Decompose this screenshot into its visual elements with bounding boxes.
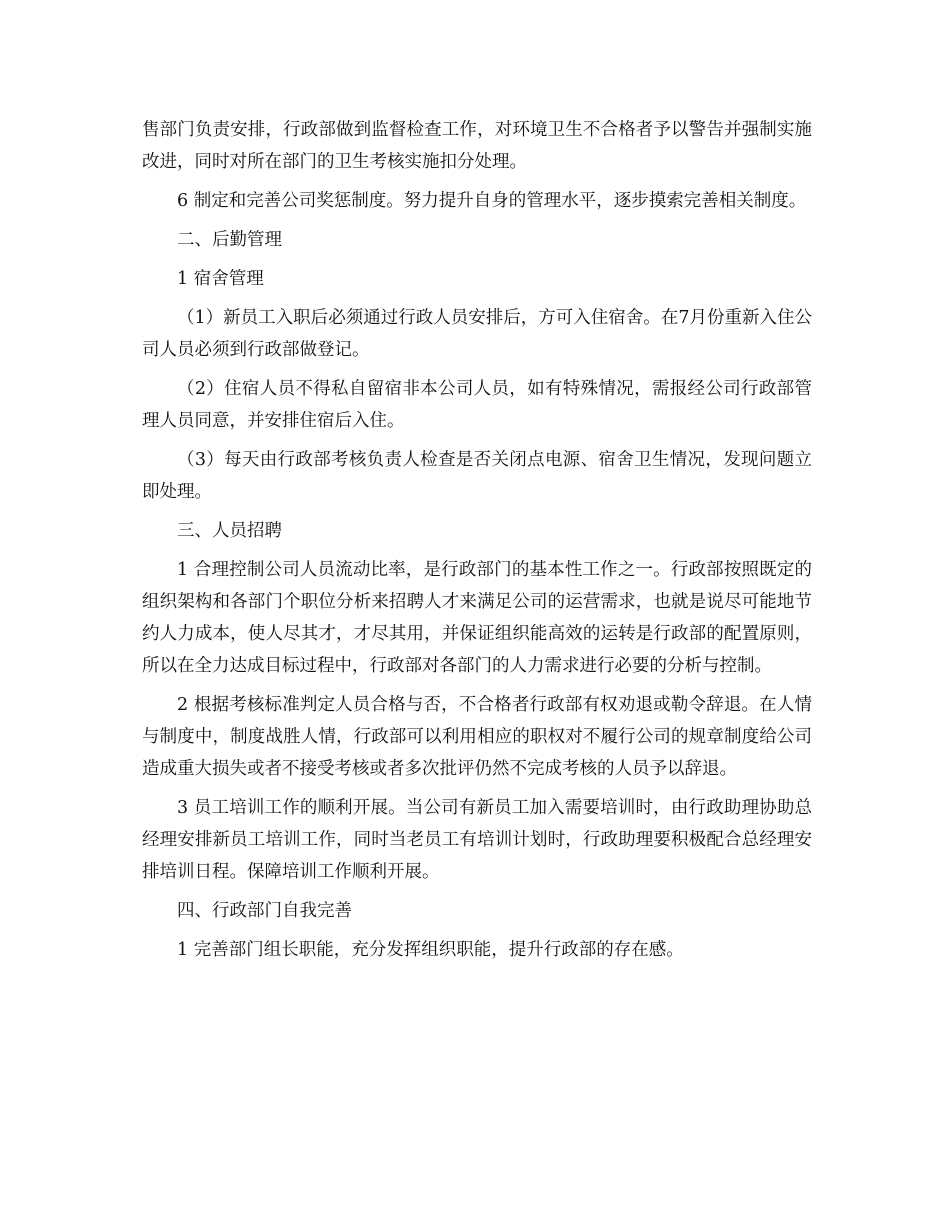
paragraph-recruitment-3: 3 员工培训工作的顺利开展。当公司有新员工加入需要培训时，由行政助理协助总经理安排新员工培训工作，同时当老员工有培训计划时，行政助理要积极配合总经理安排培训日程。保障培训工作顺利开展。 bbox=[142, 798, 812, 882]
paragraph-dormitory-2: （2）住宿人员不得私自留宿非本公司人员，如有特殊情况，需报经公司行政部管理人员同意，并安排住宿后入住。 bbox=[142, 379, 812, 431]
paragraph-recruitment-1: 1 合理控制公司人员流动比率，是行政部门的基本性工作之一。行政部按照既定的组织架构和各部门个职位分析来招聘人才来满足公司的运营需求，也就是说尽可能地节约人力成本，使人尽其才，才尽其用，并保证组织能高效的运转是行政部的配置原则，所以在全力达成目标过程中，行政部对各部门的人力需求进行必要的分析与控制。 bbox=[142, 560, 812, 676]
paragraph-self-improvement-1: 1 完善部门组长职能，充分发挥组织职能，提升行政部的存在感。 bbox=[177, 940, 684, 960]
section-heading-logistics: 二、后勤管理 bbox=[177, 230, 282, 250]
subsection-heading-dormitory: 1 宿舍管理 bbox=[177, 269, 264, 289]
paragraph-continuation: 售部门负责安排，行政部做到监督检查工作，对环境卫生不合格者予以警告并强制实施改进，同时对所在部门的卫生考核实施扣分处理。 bbox=[142, 120, 812, 172]
paragraph-dormitory-3: （3）每天由行政部考核负责人检查是否关闭点电源、宿舍卫生情况，发现问题立即处理。 bbox=[142, 450, 812, 502]
section-heading-recruitment: 三、人员招聘 bbox=[177, 521, 282, 541]
paragraph-recruitment-2: 2 根据考核标准判定人员合格与否，不合格者行政部有权劝退或勒令辞退。在人情与制度中，制度战胜人情，行政部可以利用相应的职权对不履行公司的规章制度给公司造成重大损失或者不接受考核或者多次批评仍然不完成考核的人员予以辞退。 bbox=[142, 695, 812, 779]
section-heading-self-improvement: 四、行政部门自我完善 bbox=[177, 901, 352, 921]
document-page bbox=[142, 114, 812, 973]
paragraph-item-6: 6 制定和完善公司奖惩制度。努力提升自身的管理水平，逐步摸索完善相关制度。 bbox=[177, 191, 807, 211]
paragraph-dormitory-1: （1）新员工入职后必须通过行政人员安排后，方可入住宿舍。在7月份重新入住公司人员必须到行政部做登记。 bbox=[142, 308, 812, 360]
